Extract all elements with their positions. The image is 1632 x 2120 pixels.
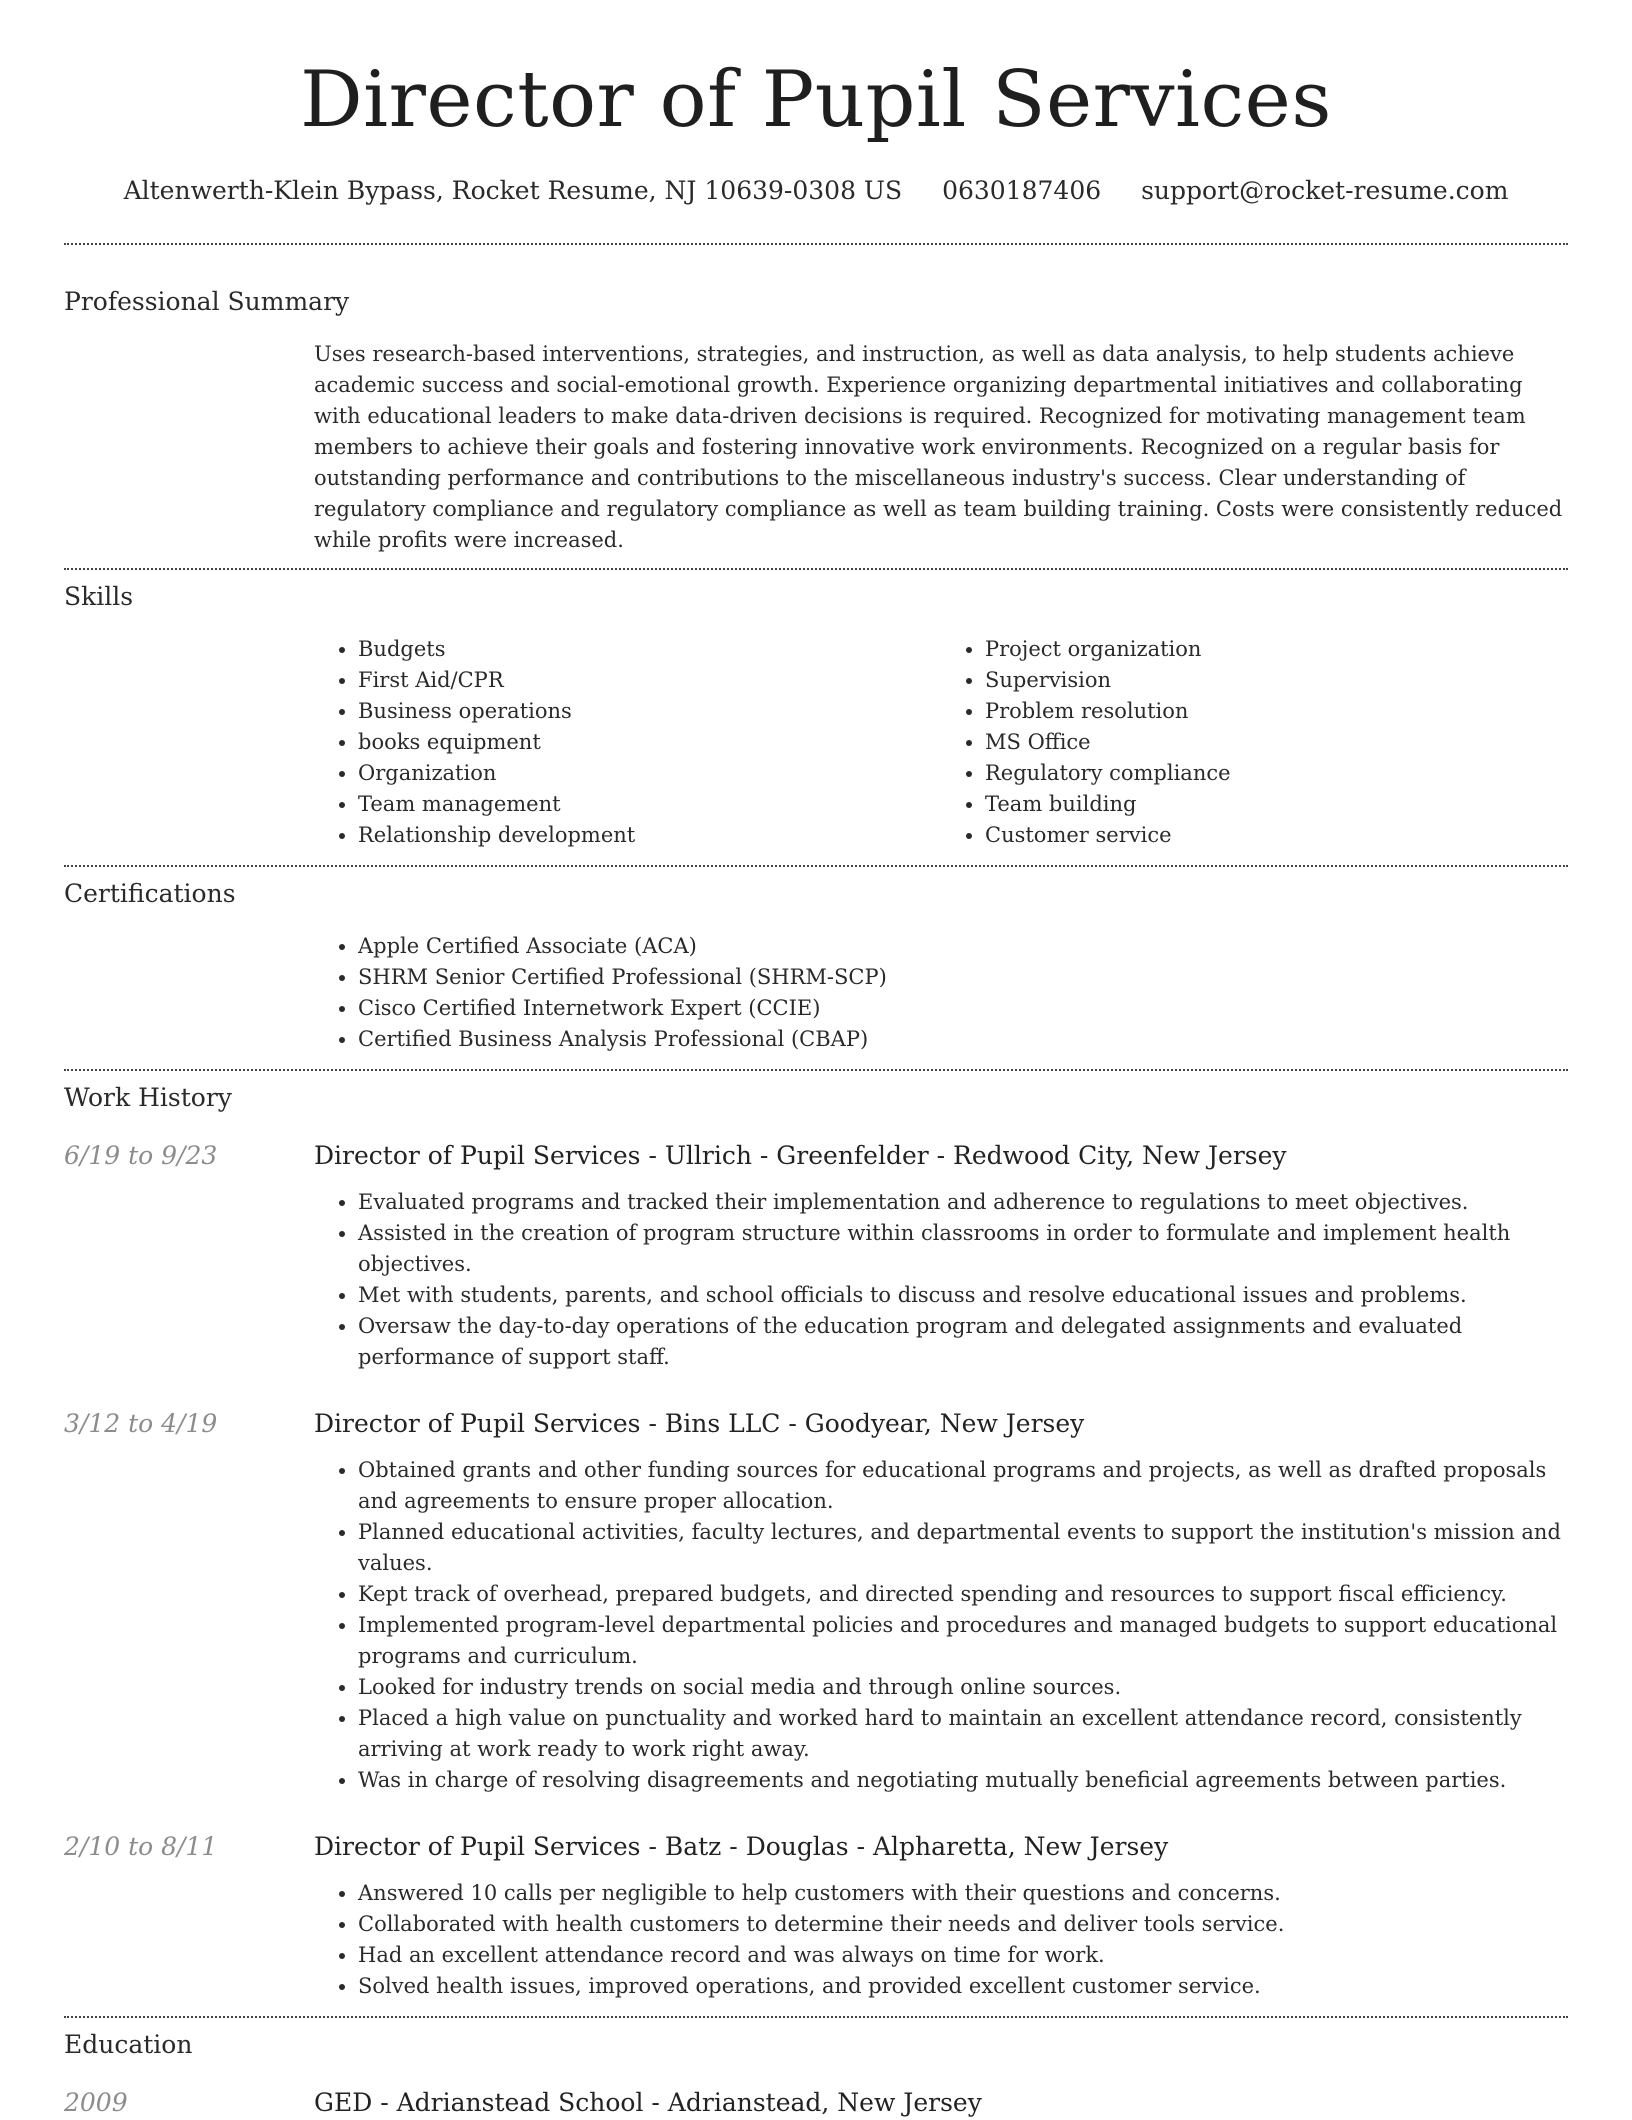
section-heading-summary: Professional Summary: [64, 287, 350, 316]
certification-item: • Cisco Certified Internetwork Expert (CCIE): [358, 993, 1568, 1024]
skill-item: • Supervision: [985, 665, 1568, 696]
work-bullet: • Placed a high value on punctuality and worked hard to maintain an excellent attendance record, consistently arriving at work ready to work right away.: [358, 1703, 1568, 1765]
work-role: Director of Pupil Services - Bins LLC - Goodyear, New Jersey: [314, 1409, 1085, 1438]
skill-item: • Team building: [985, 789, 1568, 820]
skill-item: • Project organization: [985, 634, 1568, 665]
skill-item: • MS Office: [985, 727, 1568, 758]
skill-item: • Budgets: [358, 634, 941, 665]
resume-page: [64, 0, 1568, 2120]
skill-item: • Customer service: [985, 820, 1568, 851]
section-heading-education: Education: [64, 2030, 193, 2059]
section-heading-skills: Skills: [64, 582, 134, 611]
work-bullet: • Planned educational activities, faculty lectures, and departmental events to support the institution's mission and values.: [358, 1517, 1568, 1579]
certification-item: • SHRM Senior Certified Professional (SHRM-SCP): [358, 962, 1568, 993]
contact-address: Altenwerth-Klein Bypass, Rocket Resume, NJ 10639-0308 US: [123, 176, 903, 205]
work-bullet: • Was in charge of resolving disagreements and negotiating mutually beneficial agreements between parties.: [358, 1765, 1568, 1796]
work-role: Director of Pupil Services - Ullrich - Greenfelder - Redwood City, New Jersey: [314, 1141, 1287, 1170]
work-role: Director of Pupil Services - Batz - Douglas - Alpharetta, New Jersey: [314, 1832, 1169, 1861]
contact-line: [64, 174, 1568, 208]
skill-item: • Problem resolution: [985, 696, 1568, 727]
contact-email: support@rocket-resume.com: [1141, 176, 1509, 205]
section-divider: [64, 865, 1568, 867]
work-bullet-list: [314, 1187, 1568, 1373]
certification-item: • Apple Certified Associate (ACA): [358, 931, 1568, 962]
skill-item: • First Aid/CPR: [358, 665, 941, 696]
work-entry-header: [64, 1139, 1568, 1173]
work-entry: [64, 1830, 1568, 2002]
skill-item: • Team management: [358, 789, 941, 820]
work-bullet: • Assisted in the creation of program structure within classrooms in order to formulate and implement health objectives.: [358, 1218, 1568, 1280]
resume-title: Director of Pupil Services: [300, 55, 1332, 145]
work-bullet: • Oversaw the day-to-day operations of the education program and delegated assignments and evaluated performance of support staff.: [358, 1311, 1568, 1373]
work-bullet: • Implemented program-level departmental policies and procedures and managed budgets to support educational programs and curriculum.: [358, 1610, 1568, 1672]
work-entry-header: [64, 1407, 1568, 1441]
work-bullet: • Had an excellent attendance record and was always on time for work.: [358, 1940, 1568, 1971]
section-divider: [64, 2016, 1568, 2018]
contact-phone: 0630187406: [942, 176, 1102, 205]
education-degree: GED - Adrianstead School - Adrianstead, New Jersey: [314, 2088, 982, 2117]
section-divider: [64, 568, 1568, 570]
work-bullet-list: [314, 1455, 1568, 1796]
skill-item: • Business operations: [358, 696, 941, 727]
work-bullet: • Answered 10 calls per negligible to help customers with their questions and concerns.: [358, 1878, 1568, 1909]
work-bullet: • Kept track of overhead, prepared budgets, and directed spending and resources to support fiscal efficiency.: [358, 1579, 1568, 1610]
section-divider: [64, 1069, 1568, 1071]
work-entry-header: [64, 1830, 1568, 1864]
section-divider: [64, 243, 1568, 245]
work-entry: [64, 1139, 1568, 1373]
work-bullets: [314, 1187, 1568, 1373]
certifications-block: [314, 931, 1568, 1055]
section-heading-certifications: Certifications: [64, 879, 236, 908]
skills-columns: [314, 634, 1568, 851]
work-bullet: • Solved health issues, improved operations, and provided excellent customer service.: [358, 1971, 1568, 2002]
certification-item: • Certified Business Analysis Professional (CBAP): [358, 1024, 1568, 1055]
work-dates: 3/12 to 4/19: [64, 1409, 218, 1438]
skill-item: • books equipment: [358, 727, 941, 758]
work-bullet: • Evaluated programs and tracked their implementation and adherence to regulations to meet objectives.: [358, 1187, 1568, 1218]
work-bullet: • Collaborated with health customers to determine their needs and deliver tools service.: [358, 1909, 1568, 1940]
work-dates: 2/10 to 8/11: [64, 1832, 218, 1861]
work-dates: 6/19 to 9/23: [64, 1141, 218, 1170]
skills-list-left: [314, 634, 941, 851]
work-bullet: • Met with students, parents, and school officials to discuss and resolve educational issues and problems.: [358, 1280, 1568, 1311]
skill-item: • Relationship development: [358, 820, 941, 851]
work-entry: [64, 1407, 1568, 1796]
section-heading-work-history: Work History: [64, 1083, 232, 1112]
work-bullet: • Looked for industry trends on social media and through online sources.: [358, 1672, 1568, 1703]
summary-text: Uses research-based interventions, strategies, and instruction, as well as data analysis, to help students achieve academic success and social-emotional growth. Experience organizing departmental initiatives and collaborating with educational leaders to make data-driven decisions is required. Recognized for motivating management team members to achieve their goals and fostering innovative work environments. Recognized on a regular basis for outstanding performance and contributions to the miscellaneous industry's success. Clear understanding of regulatory compliance and regulatory compliance as well as team building training. Costs were consistently reduced while profits were increased.: [314, 342, 1563, 552]
skill-item: • Organization: [358, 758, 941, 789]
skill-item: • Regulatory compliance: [985, 758, 1568, 789]
work-bullets: [314, 1455, 1568, 1796]
work-bullet: • Obtained grants and other funding sources for educational programs and projects, as well as drafted proposals and agreements to ensure proper allocation.: [358, 1455, 1568, 1517]
education-entry: [64, 2086, 1568, 2120]
work-bullet-list: [314, 1878, 1568, 2002]
certifications-list: [314, 931, 1568, 1055]
education-date: 2009: [64, 2088, 128, 2117]
work-bullets: [314, 1878, 1568, 2002]
skills-list-right: [941, 634, 1568, 851]
